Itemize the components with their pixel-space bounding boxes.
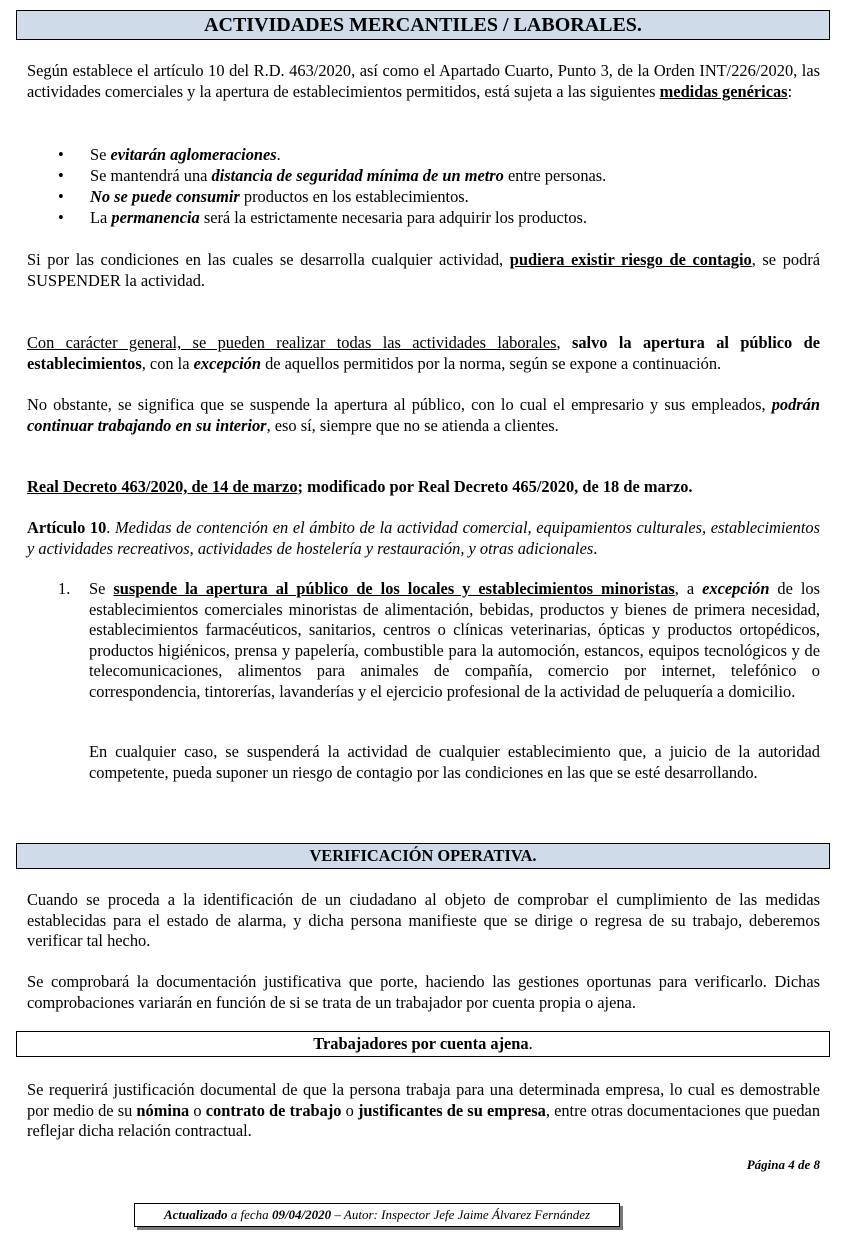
footer-bold: Actualizado [163,1207,228,1222]
item1-paragraph [89,579,820,702]
ajena-text: Se requerirá justificación documental de que la persona trabaja para una determinada empresa, lo cual es demostrable por medio de su [27,1080,820,1120]
list-emphasis: permanencia [111,208,200,227]
subsection-title: Trabajadores por cuenta ajena [313,1034,529,1053]
list-item [27,187,820,208]
item1-paragraph-2: En cualquier caso, se suspenderá la actividad de cualquier establecimiento que, a juicio de la autoridad competente, pueda suponer un riesgo de contagio por las condiciones en las que se esté desarrollando. [89,742,820,782]
list-emphasis: No se puede consumir [90,187,240,206]
intro-paragraph [27,61,820,102]
list-text: será la estrictamente necesaria para adquirir los productos. [199,208,588,227]
ajena-bold: contrato de trabajo [205,1100,342,1120]
bullet-icon: • [58,145,64,164]
list-text: productos en los establecimientos. [239,187,469,206]
list-text: Se mantendrá una [90,166,212,185]
list-item [27,166,820,187]
list-text: La [90,208,112,227]
bullet-icon: • [58,187,64,206]
measures-list [27,145,820,229]
item1-underlined: suspende la apertura al público de los locales y establecimientos minoristas [113,579,675,598]
obstante-emphasis: podrán continuar trabajando en su interior [27,395,820,435]
obstante-paragraph [27,395,820,436]
item-number: 1. [58,579,71,598]
footer-author: – Autor: Inspector Jefe Jaime Álvarez Fernández [331,1207,591,1222]
verificacion-paragraph-1: Cuando se proceda a la identificación de un ciudadano al objeto de comprobar el cumplimiento de las medidas establecidas para el estado de alarma, y dicha persona manifieste que se dirige o regresa de su trabajo, deberemos verificar tal hecho. [27,890,820,950]
obstante-text: No obstante, se significa que se suspende la apertura al público, con lo cual el empresario y sus empleados, [27,395,772,414]
item1-emphasis: excepción [702,579,770,598]
decreto-heading [27,477,820,498]
general-bold: salvo la apertura al público de establecimientos [27,333,820,373]
decreto-title: Real Decreto 463/2020, de 14 de marzo [27,477,298,496]
general-text: , con la [141,353,194,373]
riesgo-text: , se podrá SUSPENDER la actividad. [27,250,821,290]
riesgo-emphasis: pudiera existir riesgo de contagio [509,250,752,269]
general-underlined: Con carácter general, se pueden realizar todas las actividades laborales [27,333,557,352]
list-text: Se [90,145,111,164]
decreto-modification: ; modificado por Real Decreto 465/2020, de 18 de marzo. [297,477,693,496]
list-emphasis: distancia de seguridad mínima de un metro [211,166,504,185]
list-text: . [276,145,281,164]
general-emphasis: excepción [193,353,261,373]
verificacion-paragraph-2: Se comprobará la documentación justificativa que porte, haciendo las gestiones oportunas para verificarlo. Dichas comprobaciones variarán en función de si se trata de un trabajador por cuenta propia o ajena. [27,972,820,1012]
item1-text: , a [674,579,703,598]
subsection-dot: . [528,1034,533,1053]
ajena-bold: nómina [136,1100,190,1120]
ajena-text: , entre otras documentaciones que puedan reflejar dicha relación contractual. [27,1100,821,1140]
articulo-label: Artículo 10 [27,518,107,537]
footer-text: a fecha [227,1207,272,1222]
medidas-genericas-emphasis: medidas genéricas [659,81,788,101]
ajena-text: o [189,1100,206,1120]
articulo-title: Medidas de contención en el ámbito de la actividad comercial, equipamientos culturales, establecimientos y actividades recreativos, actividades de hostelería y restauración, y otras adicionales [27,518,820,558]
page-number: Página 4 de 8 [746,1157,820,1172]
list-item [27,208,820,229]
list-item [27,145,820,166]
ajena-bold: justificantes de su empresa [357,1100,546,1120]
footer-box [134,1203,620,1227]
section-header-verificacion: VERIFICACIÓN OPERATIVA. [16,843,830,869]
ajena-paragraph [27,1080,820,1142]
bullet-icon: • [58,208,64,227]
footer-date: 09/04/2020 [271,1207,332,1222]
riesgo-text: Si por las condiciones en las cuales se desarrolla cualquier actividad, [27,250,510,269]
list-text: entre personas. [503,166,607,185]
item1-text: Se [89,579,114,598]
obstante-text: , eso sí, siempre que no se atienda a clientes. [266,415,559,435]
general-text: , [556,333,572,352]
intro-colon: : [787,81,793,101]
articulo-paragraph [27,518,820,559]
intro-text: Según establece el artículo 10 del R.D. 463/2020, así como el Apartado Cuarto, Punto 3, de la Orden INT/226/2020, las actividades comerciales y la apertura de establecimientos permitidos, está sujeta a las siguientes [27,61,820,101]
list-emphasis: evitarán aglomeraciones [110,145,277,164]
riesgo-paragraph [27,250,820,291]
articulo-sep: . [106,518,116,537]
section-header-actividades: ACTIVIDADES MERCANTILES / LABORALES. [16,10,830,40]
bullet-icon: • [58,166,64,185]
ajena-text: o [341,1100,358,1120]
item1-text: de los establecimientos comerciales minoristas de alimentación, bebidas, productos y bienes de primera necesidad, establecimientos farmacéuticos, sanitarios, centros o clínicas veterinarias, ópticas y productos ortopédicos, productos higiénicos, prensa y papelería, combustible para la automoción, estancos, equipos tecnológicos y de telecomunicaciones, alimentos para animales de compañía, comercio por internet, telefónico o correspondencia, tintorerías, lavanderías y el ejercicio profesional de la actividad de peluquería a domicilio. [89,579,820,701]
articulo-end: . [593,538,598,558]
general-paragraph [27,333,820,374]
subsection-header-ajena [16,1031,830,1057]
general-text: de aquellos permitidos por la norma, según se expone a continuación. [260,353,722,373]
